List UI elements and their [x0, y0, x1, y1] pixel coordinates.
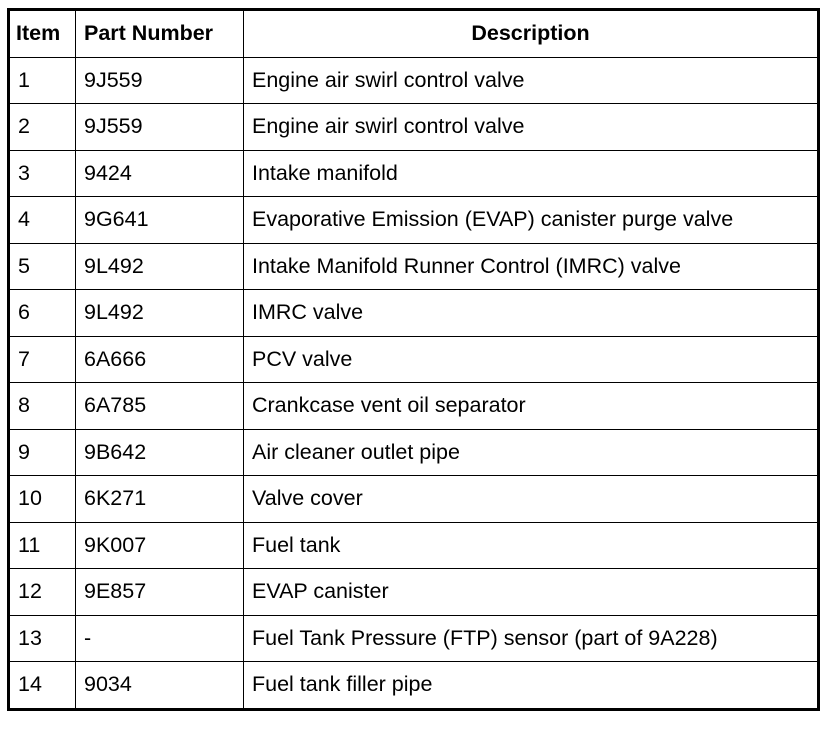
- item-cell: 14: [9, 662, 76, 710]
- description-cell: Fuel tank: [244, 522, 819, 569]
- item-cell: 1: [9, 57, 76, 104]
- table-row: [9, 662, 819, 710]
- table-body: [9, 57, 819, 709]
- table-row: [9, 522, 819, 569]
- column-header-part-number: Part Number: [76, 10, 244, 58]
- table-header: [9, 10, 819, 58]
- table-row: [9, 336, 819, 383]
- table-row: [9, 290, 819, 337]
- item-cell: 5: [9, 243, 76, 290]
- description-cell: EVAP canister: [244, 569, 819, 616]
- table-row: [9, 476, 819, 523]
- description-cell: Evaporative Emission (EVAP) canister purge valve: [244, 197, 819, 244]
- table-row: [9, 57, 819, 104]
- table-row: [9, 104, 819, 151]
- table-row: [9, 150, 819, 197]
- part-number-cell: -: [76, 615, 244, 662]
- part-number-cell: 9034: [76, 662, 244, 710]
- description-cell: Crankcase vent oil separator: [244, 383, 819, 430]
- part-number-cell: 6K271: [76, 476, 244, 523]
- table-row: [9, 383, 819, 430]
- item-cell: 12: [9, 569, 76, 616]
- part-number-cell: 9J559: [76, 57, 244, 104]
- description-cell: Fuel Tank Pressure (FTP) sensor (part of 9A228): [244, 615, 819, 662]
- description-cell: Engine air swirl control valve: [244, 57, 819, 104]
- description-cell: Intake Manifold Runner Control (IMRC) valve: [244, 243, 819, 290]
- part-number-cell: 6A666: [76, 336, 244, 383]
- item-cell: 9: [9, 429, 76, 476]
- part-number-cell: 9L492: [76, 243, 244, 290]
- item-cell: 4: [9, 197, 76, 244]
- item-cell: 7: [9, 336, 76, 383]
- part-number-cell: 9E857: [76, 569, 244, 616]
- column-header-description: Description: [244, 10, 819, 58]
- description-cell: Intake manifold: [244, 150, 819, 197]
- column-header-item: Item: [9, 10, 76, 58]
- item-cell: 13: [9, 615, 76, 662]
- part-number-cell: 9424: [76, 150, 244, 197]
- header-row: [9, 10, 819, 58]
- table-row: [9, 429, 819, 476]
- part-number-cell: 9J559: [76, 104, 244, 151]
- description-cell: Engine air swirl control valve: [244, 104, 819, 151]
- item-cell: 10: [9, 476, 76, 523]
- part-number-cell: 9G641: [76, 197, 244, 244]
- table-row: [9, 197, 819, 244]
- table-row: [9, 615, 819, 662]
- item-cell: 3: [9, 150, 76, 197]
- part-number-cell: 9K007: [76, 522, 244, 569]
- table-row: [9, 243, 819, 290]
- parts-table: [7, 8, 820, 711]
- description-cell: PCV valve: [244, 336, 819, 383]
- part-number-cell: 9L492: [76, 290, 244, 337]
- item-cell: 6: [9, 290, 76, 337]
- description-cell: Valve cover: [244, 476, 819, 523]
- part-number-cell: 6A785: [76, 383, 244, 430]
- item-cell: 2: [9, 104, 76, 151]
- table-row: [9, 569, 819, 616]
- description-cell: Fuel tank filler pipe: [244, 662, 819, 710]
- item-cell: 8: [9, 383, 76, 430]
- part-number-cell: 9B642: [76, 429, 244, 476]
- description-cell: IMRC valve: [244, 290, 819, 337]
- item-cell: 11: [9, 522, 76, 569]
- description-cell: Air cleaner outlet pipe: [244, 429, 819, 476]
